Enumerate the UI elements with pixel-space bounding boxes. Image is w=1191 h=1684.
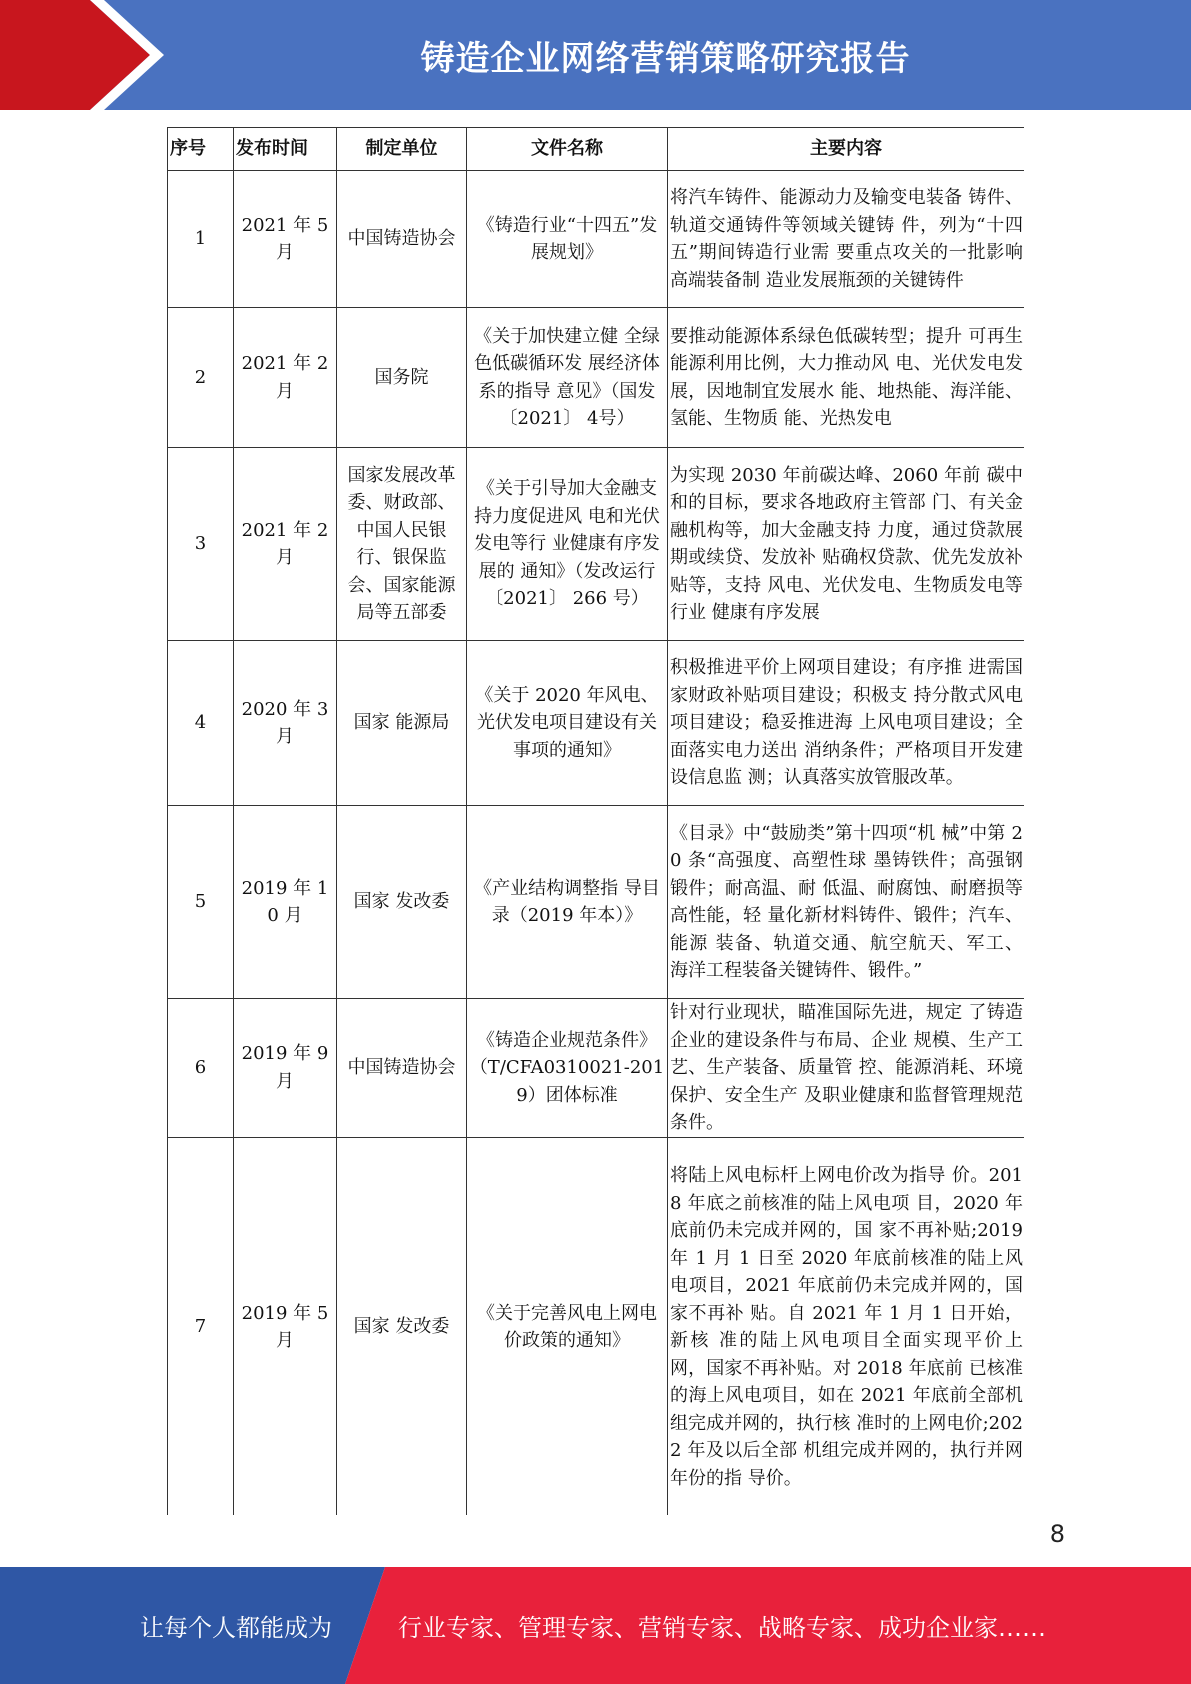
cell-document: 《关于完善风电上网电价政策的通知》	[467, 1137, 668, 1515]
column-header-seq: 序号	[168, 128, 234, 171]
table-row	[168, 308, 1025, 448]
page-header	[0, 0, 1191, 110]
table-row	[168, 171, 1025, 308]
cell-issuer: 国家 发改委	[337, 1137, 467, 1515]
cell-document: 《关于 2020 年风电、光伏发电项目建设有关事项的通知》	[467, 641, 668, 806]
cell-issuer: 国务院	[337, 308, 467, 448]
table-row	[168, 641, 1025, 806]
cell-issuer: 中国铸造协会	[337, 999, 467, 1138]
cell-seq: 5	[168, 806, 234, 999]
column-header-content: 主要内容	[668, 128, 1025, 171]
header-red-chevron	[0, 0, 150, 110]
report-title: 铸造企业网络营销策略研究报告	[420, 38, 911, 79]
footer-slogan-left: 让每个人都能成为	[140, 1614, 332, 1642]
table-header-row	[168, 128, 1025, 171]
cell-content: 针对行业现状，瞄准国际先进，规定 了铸造企业的建设条件与布局、企业 规模、生产工艺、生产装备、质量管 控、能源消耗、环境保护、安全生产 及职业健康和监督管理规范条件。	[668, 999, 1025, 1138]
table-row	[168, 1137, 1025, 1515]
cell-seq: 7	[168, 1137, 234, 1515]
cell-date: 2019 年 5 月	[234, 1137, 337, 1515]
cell-seq: 6	[168, 999, 234, 1138]
cell-content: 为实现 2030 年前碳达峰、2060 年前 碳中和的目标，要求各地政府主管部 门、有关金融机构等，加大金融支持 力度，通过贷款展期或续贷、发放补 贴确权贷款、优先发放补贴等，支持 风电、光伏发电、生物质发电等行业 健康有序发展	[668, 448, 1025, 641]
cell-date: 2021 年 2 月	[234, 308, 337, 448]
cell-date: 2021 年 5 月	[234, 171, 337, 308]
cell-seq: 1	[168, 171, 234, 308]
cell-content: 积极推进平价上网项目建设；有序推 进需国家财政补贴项目建设；积极支 持分散式风电项目建设；稳妥推进海 上风电项目建设；全面落实电力送出 消纳条件；严格项目开发建设信息监 测；认真落实放管服改革。	[668, 641, 1025, 806]
column-header-date: 发布时间	[234, 128, 337, 171]
column-header-document: 文件名称	[467, 128, 668, 171]
table-row	[168, 806, 1025, 999]
cell-seq: 4	[168, 641, 234, 806]
cell-date: 2021 年 2 月	[234, 448, 337, 641]
cell-content: 将汽车铸件、能源动力及输变电装备 铸件、轨道交通铸件等领域关键铸 件，列为“十四五”期间铸造行业需 要重点攻关的一批影响高端装备制 造业发展瓶颈的关键铸件	[668, 171, 1025, 308]
page-footer	[0, 1567, 1191, 1684]
cell-document: 《关于引导加大金融支持力度促进风 电和光伏发电等行 业健康有序发展的 通知》（发改运行〔2021〕 266 号）	[467, 448, 668, 641]
cell-seq: 2	[168, 308, 234, 448]
page-number: 8	[1049, 1520, 1065, 1548]
table-row	[168, 999, 1025, 1138]
cell-seq: 3	[168, 448, 234, 641]
cell-document: 《产业结构调整指 导目录（2019 年本）》	[467, 806, 668, 999]
policy-table	[167, 127, 1024, 1515]
cell-date: 2020 年 3 月	[234, 641, 337, 806]
cell-date: 2019 年 9 月	[234, 999, 337, 1138]
cell-issuer: 国家 发改委	[337, 806, 467, 999]
cell-content: 将陆上风电标杆上网电价改为指导 价。2018 年底之前核准的陆上风电项 目，2020 年底前仍未完成并网的，国 家不再补贴;2019 年 1 月 1 日至 2020 年底前核准的陆上风电项目，2021 年底前仍未完成并网的，国家不再补 贴。自 2021 年 1 月 1 日开始，新核 准的陆上风电项目全面实现平价上 网，国家不再补贴。对 2018 年底前 已核准的海上风电项目，如在 2021 年底前全部机组完成并网的，执行核 准时的上网电价;2022 年及以后全部 机组完成并网的，执行并网年份的指 导价。	[668, 1137, 1025, 1515]
cell-issuer: 中国铸造协会	[337, 171, 467, 308]
table-row	[168, 448, 1025, 641]
policy-table-container	[167, 127, 1024, 1515]
footer-slogan-right: 行业专家、管理专家、营销专家、战略专家、成功企业家……	[398, 1614, 1046, 1642]
cell-issuer: 国家发展改革委、财政部、中国人民银行、银保监会、国家能源局等五部委	[337, 448, 467, 641]
column-header-issuer: 制定单位	[337, 128, 467, 171]
cell-document: 《关于加快建立健 全绿色低碳循环发 展经济体系的指导 意见》（国发〔2021〕 4号）	[467, 308, 668, 448]
cell-document: 《铸造行业“十四五”发展规划》	[467, 171, 668, 308]
cell-content: 要推动能源体系绿色低碳转型；提升 可再生能源利用比例，大力推动风 电、光伏发电发展，因地制宜发展水 能、地热能、海洋能、氢能、生物质 能、光热发电	[668, 308, 1025, 448]
cell-issuer: 国家 能源局	[337, 641, 467, 806]
cell-document: 《铸造企业规范条件》（T/CFA0310021-2019）团体标准	[467, 999, 668, 1138]
cell-date: 2019 年 10 月	[234, 806, 337, 999]
cell-content: 《目录》中“鼓励类”第十四项“机 械”中第 20 条“高强度、高塑性球 墨铸铁件；高强钢锻件；耐高温、耐 低温、耐腐蚀、耐磨损等高性能，轻 量化新材料铸件、锻件；汽车、能源 装备、轨道交通、航空航天、军工、 海洋工程装备关键铸件、锻件。”	[668, 806, 1025, 999]
